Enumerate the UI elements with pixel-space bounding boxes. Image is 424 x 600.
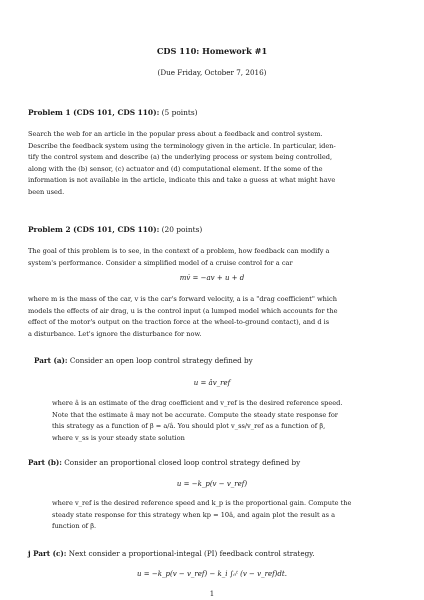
problem1-line: tify the control system and describe (a) the underlying process or system being controlled, xyxy=(28,153,333,162)
part-b-text: Consider an proportional closed loop control strategy defined by xyxy=(64,458,301,467)
part-a-line: this strategy as a function of β = a/â. You should plot v_ss/v_ref as a function of β, xyxy=(52,422,326,431)
problem2-points: (20 points) xyxy=(161,225,203,234)
part-b-equation: u = −k_p(v − v_ref) xyxy=(176,480,248,488)
problem1-title: Problem 1 (CDS 101, CDS 110): xyxy=(28,108,160,117)
problem1-body xyxy=(28,129,398,199)
problem1-line: along with the (b) sensor, (c) actuator and (d) computational element. If the some of the xyxy=(28,164,323,173)
problem1-line: been used. xyxy=(28,187,65,196)
page-number: 1 xyxy=(209,590,215,598)
problem1-line: Describe the feedback system using the terminology given in the article. In particular, iden- xyxy=(28,141,336,150)
problem2-desc-line: a disturbance. Let's ignore the disturbance for now. xyxy=(28,329,202,338)
problem1-points: (5 points) xyxy=(161,108,198,117)
problem2-desc-line: where m is the mass of the car, v is the car's forward velocity, a is a "drag coefficient" which xyxy=(28,295,337,303)
problem2-desc-line: models the effects of air drag, u is the control input (a lumped model which accounts for the xyxy=(28,306,338,315)
part-a-label: Part (a): xyxy=(34,356,68,365)
part-a-line: where v_ss is your steady state solution xyxy=(52,433,185,442)
part-a-body xyxy=(52,398,398,444)
problem2-desc-line: effect of the motor's output on the traction force at the wheel-to-ground contact), and d is xyxy=(28,318,330,327)
problem2-heading xyxy=(28,225,202,234)
part-a-text: Consider an open loop control strategy defined by xyxy=(69,356,253,365)
problem1-heading xyxy=(28,108,198,117)
part-c-heading xyxy=(28,549,315,558)
part-a-equation: u = âv_ref xyxy=(193,379,231,387)
part-a-heading xyxy=(34,356,253,365)
problem1-line: Search the web for an article in the popular press about a feedback and control system. xyxy=(28,130,323,138)
part-c-label: j Part (c): xyxy=(28,549,67,558)
problem2-description xyxy=(28,294,398,340)
problem1-line: information is not available in the article, indicate this and take a guess at what might have xyxy=(28,176,336,185)
part-b-body xyxy=(52,498,398,533)
part-b-label: Part (b): xyxy=(28,458,62,467)
problem2-intro xyxy=(28,246,398,269)
part-a-line: where â is an estimate of the drag coefficient and v_ref is the desired reference speed. xyxy=(52,399,343,407)
cruise-control-equation: mv̇ = −av + u + d xyxy=(179,274,245,282)
pi-control-equation: u = −k_p(v − v_ref) − k_i ∫₀ᵗ (v − v_ref)dt. xyxy=(137,570,287,578)
part-b-line: where v_ref is the desired reference speed and k_p is the proportional gain. Compute the xyxy=(52,499,352,507)
due-date: (Due Friday, October 7, 2016) xyxy=(157,68,267,77)
problem2-intro-line: system's performance. Consider a simplified model of a cruise control for a car xyxy=(28,258,293,267)
problem2-title: Problem 2 (CDS 101, CDS 110): xyxy=(28,225,160,234)
part-b-line: steady state response for this strategy when kp = 10â, and again plot the result as a xyxy=(52,510,336,519)
homework-title: CDS 110: Homework #1 xyxy=(156,46,268,56)
part-b-line: function of β. xyxy=(52,522,97,531)
part-b-heading xyxy=(28,458,300,467)
problem2-intro-line: The goal of this problem is to see, in the context of a problem, how feedback can modify a xyxy=(28,247,330,255)
part-a-line: Note that the estimate â may not be accurate. Compute the steady state response for xyxy=(52,410,338,419)
part-c-text: Next consider a proportional-integal (PI) feedback control strategy. xyxy=(68,549,315,558)
